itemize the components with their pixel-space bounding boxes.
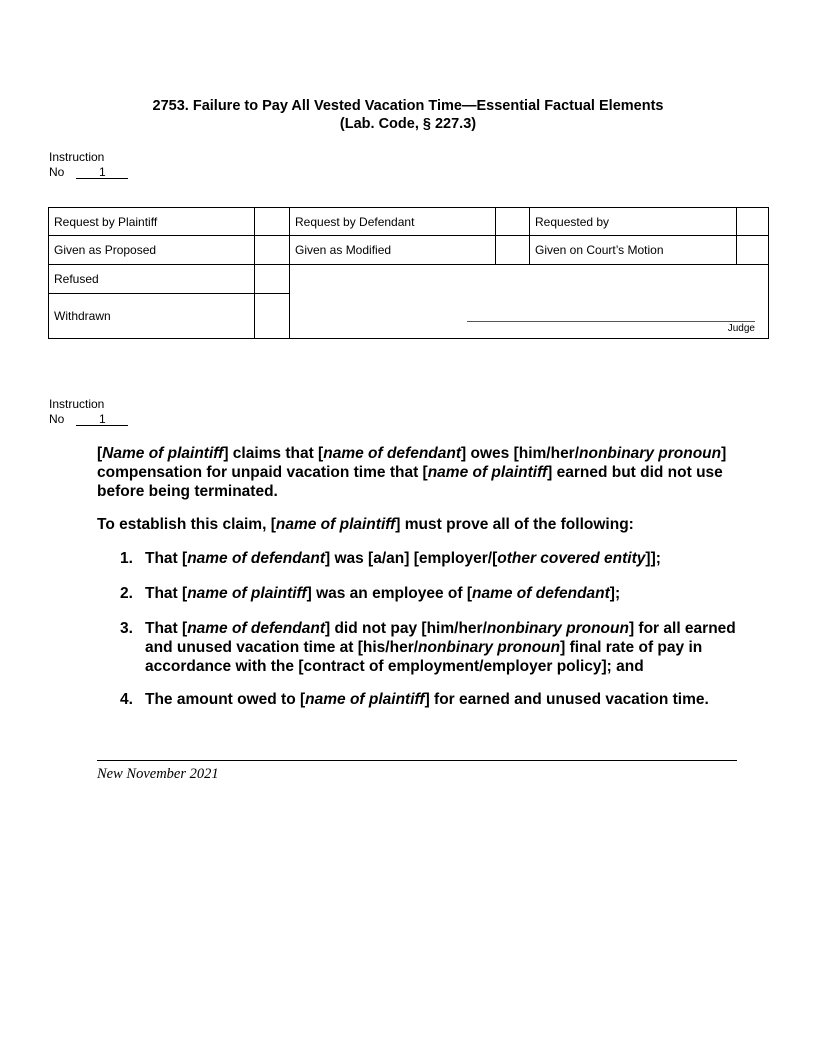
given-as-proposed-label: Given as Proposed bbox=[48, 235, 255, 265]
placeholder-text: nonbinary pronoun bbox=[579, 445, 722, 462]
text-run: ]]; bbox=[645, 550, 661, 567]
refused-checkbox[interactable] bbox=[254, 264, 290, 294]
placeholder-text: nonbinary pronoun bbox=[486, 620, 629, 637]
placeholder-text: name of plaintiff bbox=[427, 464, 548, 481]
placeholder-text: name of plaintiff bbox=[187, 585, 307, 602]
text-run: That [ bbox=[145, 620, 188, 637]
element-text bbox=[145, 620, 736, 675]
instruction-label: Instruction bbox=[49, 150, 105, 164]
placeholder-text: name of defendant bbox=[187, 550, 325, 567]
text-run: ] was an employee of [ bbox=[306, 585, 472, 602]
instruction-number: 1 bbox=[76, 413, 128, 426]
requested-by-checkbox[interactable] bbox=[736, 207, 769, 236]
no-label: No bbox=[49, 411, 65, 426]
placeholder-text: other covered entity bbox=[497, 550, 646, 567]
given-as-proposed-checkbox[interactable] bbox=[254, 235, 290, 265]
title-line-2: (Lab. Code, § 227.3) bbox=[339, 116, 477, 132]
request-by-plaintiff-checkbox[interactable] bbox=[254, 207, 290, 236]
text-run: ]; bbox=[609, 585, 621, 602]
claim-paragraph bbox=[97, 444, 737, 501]
element-number: 2. bbox=[120, 585, 133, 602]
withdrawn-label: Withdrawn bbox=[48, 293, 255, 339]
text-run: ] was [a/an] [employer/[ bbox=[324, 550, 498, 567]
placeholder-text: nonbinary pronoun bbox=[418, 639, 561, 656]
instruction-label: Instruction bbox=[49, 397, 105, 411]
requested-by-label: Requested by bbox=[529, 207, 737, 236]
withdrawn-checkbox[interactable] bbox=[254, 293, 290, 339]
text-run: ] for all earned and unused vacation time at [his/her/ bbox=[145, 620, 736, 656]
instruction-status-grid bbox=[48, 207, 769, 339]
element-number: 4. bbox=[120, 691, 133, 708]
text-run: The amount owed to [ bbox=[145, 691, 306, 708]
placeholder-text: name of plaintiff bbox=[275, 516, 396, 533]
text-run: That [ bbox=[145, 585, 188, 602]
text-run: ] must prove all of the following: bbox=[395, 516, 634, 533]
text-run: [ bbox=[97, 445, 103, 462]
element-text bbox=[145, 691, 709, 708]
element-item bbox=[120, 690, 740, 709]
instruction-number-block-top bbox=[49, 150, 128, 179]
judge-signature-line[interactable] bbox=[467, 321, 755, 322]
element-text bbox=[145, 585, 620, 602]
title-line-1: 2753. Failure to Pay All Vested Vacation Time—Essential Factual Elements bbox=[152, 98, 664, 114]
placeholder-text: name of defendant bbox=[323, 445, 462, 462]
element-number: 3. bbox=[120, 620, 133, 637]
instruction-number: 1 bbox=[76, 166, 128, 179]
given-as-modified-label: Given as Modified bbox=[289, 235, 496, 265]
text-run: ] for earned and unused vacation time. bbox=[424, 691, 709, 708]
placeholder-text: name of plaintiff bbox=[305, 691, 425, 708]
request-by-plaintiff-label: Request by Plaintiff bbox=[48, 207, 255, 236]
text-run: ] owes [him/her/ bbox=[461, 445, 580, 462]
text-run: To establish this claim, [ bbox=[97, 516, 276, 533]
element-text bbox=[145, 550, 661, 567]
placeholder-text: name of defendant bbox=[187, 620, 325, 637]
instruction-number-block-bottom bbox=[49, 397, 128, 426]
given-on-courts-motion-checkbox[interactable] bbox=[736, 235, 769, 265]
text-run: ] did not pay [him/her/ bbox=[324, 620, 487, 637]
instruction-title bbox=[0, 97, 816, 133]
refused-label: Refused bbox=[48, 264, 255, 294]
judge-signature-area bbox=[289, 264, 769, 339]
burden-paragraph bbox=[97, 515, 737, 534]
element-item bbox=[120, 619, 740, 676]
request-by-defendant-checkbox[interactable] bbox=[495, 207, 530, 236]
placeholder-text: name of defendant bbox=[472, 585, 610, 602]
text-run: That [ bbox=[145, 550, 188, 567]
no-label: No bbox=[49, 164, 65, 179]
revision-date: New November 2021 bbox=[97, 766, 219, 782]
request-by-defendant-label: Request by Defendant bbox=[289, 207, 496, 236]
text-run: ] earned but did not use before being terminated. bbox=[97, 464, 723, 500]
placeholder-text: Name of plaintiff bbox=[102, 445, 224, 462]
judge-label: Judge bbox=[727, 323, 755, 334]
given-on-courts-motion-label: Given on Court’s Motion bbox=[529, 235, 737, 265]
element-item bbox=[120, 549, 740, 568]
given-as-modified-checkbox[interactable] bbox=[495, 235, 530, 265]
footer-divider bbox=[97, 760, 737, 761]
element-item bbox=[120, 584, 740, 603]
text-run: ] claims that [ bbox=[223, 445, 324, 462]
element-number: 1. bbox=[120, 550, 133, 567]
text-run: ] final rate of pay in accordance with the [contract of employment/employer policy]; and bbox=[145, 639, 703, 675]
text-run: ] compensation for unpaid vacation time that [ bbox=[97, 445, 727, 481]
